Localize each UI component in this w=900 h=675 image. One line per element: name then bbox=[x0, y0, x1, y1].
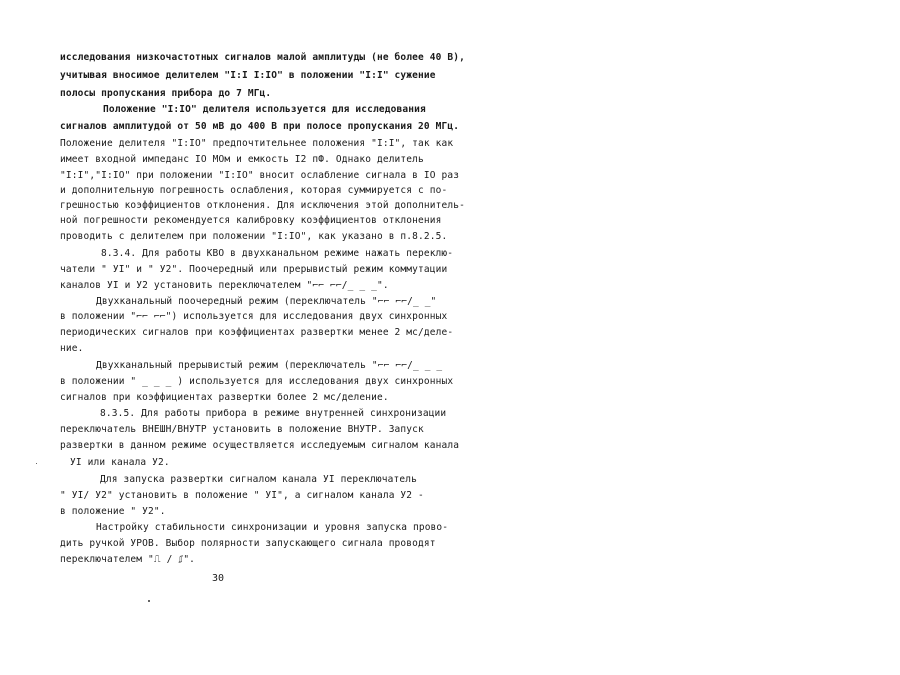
text-line: Настройку стабильности синхронизации и уровня запуска прово- bbox=[96, 522, 449, 533]
text-line: в положении "⌐⌐ ⌐⌐") используется для исследования двух синхронных bbox=[60, 311, 448, 322]
text-line: и дополнительную погрешность ослабления, которая суммируется с по- bbox=[60, 185, 448, 196]
text-line: Положение делителя "I:IO" предпочтительнее положения "I:I", так как bbox=[60, 138, 454, 149]
text-line: проводить с делителем при положении "I:IO", как указано в п.8.2.5. bbox=[60, 231, 448, 242]
text-line: 8.3.5. Для работы прибора в режиме внутренней синхронизации bbox=[100, 408, 447, 419]
text-line: Двухканальный поочередный режим (переключатель "⌐⌐ ⌐⌐/_ _" bbox=[96, 296, 437, 307]
text-line: грешностью коэффициентов отклонения. Для исключения этой дополнитель- bbox=[60, 200, 465, 211]
scan-speck bbox=[148, 600, 150, 602]
text-line: в положении " _ _ _ ) используется для исследования двух синхронных bbox=[60, 376, 454, 387]
text-line: имеет входной импеданс IO МОм и емкость I2 пФ. Однако делитель bbox=[60, 154, 424, 165]
text-line: " УI/ У2" установить в положение " УI", а сигналом канала У2 - bbox=[60, 490, 424, 501]
text-line: "I:I","I:IO" при положении "I:IO" вносит ослабление сигнала в IO раз bbox=[60, 170, 460, 181]
text-line: исследования низкочастотных сигналов малой амплитуды (не более 40 В), bbox=[60, 52, 465, 63]
text-line: периодических сигналов при коэффициентах развертки менее 2 мс/деле- bbox=[60, 327, 454, 338]
text-line: Двухканальный прерывистый режим (переключатель "⌐⌐ ⌐⌐/_ _ _ bbox=[96, 360, 443, 371]
text-line: дить ручкой УРОВ. Выбор полярности запускающего сигнала проводят bbox=[60, 538, 436, 549]
text-line: ние. bbox=[60, 343, 84, 354]
text-line: каналов УI и У2 установить переключателем "⌐⌐ ⌐⌐/_ _ _". bbox=[60, 280, 389, 291]
text-line: переключатель ВНЕШН/ВНУТР установить в положение ВНУТР. Запуск bbox=[60, 424, 424, 435]
text-line: развертки в данном режиме осуществляется исследуемым сигналом канала bbox=[60, 440, 460, 451]
text-line: УI или канала У2. bbox=[70, 457, 170, 468]
text-line: учитывая вносимое делителем "I:I I:IO" в положении "I:I" сужение bbox=[60, 70, 436, 81]
text-line: сигналов при коэффициентах развертки более 2 мс/деление. bbox=[60, 392, 389, 403]
text-line: ной погрешности рекомендуется калибровку коэффициентов отклонения bbox=[60, 215, 442, 226]
page-number: 30 bbox=[212, 573, 225, 584]
text-line: переключателем "⎍ / ⎎". bbox=[60, 554, 196, 565]
text-line: полосы пропускания прибора до 7 МГц. bbox=[60, 88, 272, 99]
text-line: сигналов амплитудой от 50 мВ до 400 В при полосе пропускания 20 МГц. bbox=[60, 121, 460, 132]
text-line: 8.3.4. Для работы КВО в двухканальном режиме нажать переклю- bbox=[101, 248, 454, 259]
text-line: в положение " У2". bbox=[60, 506, 166, 517]
scan-speck bbox=[36, 463, 37, 464]
text-line: Для запуска развертки сигналом канала УI переключатель bbox=[100, 474, 417, 485]
text-line: Положение "I:IO" делителя используется для исследования bbox=[103, 104, 426, 115]
text-line: чатели " УI" и " У2". Поочередный или прерывистый режим коммутации bbox=[60, 264, 448, 275]
